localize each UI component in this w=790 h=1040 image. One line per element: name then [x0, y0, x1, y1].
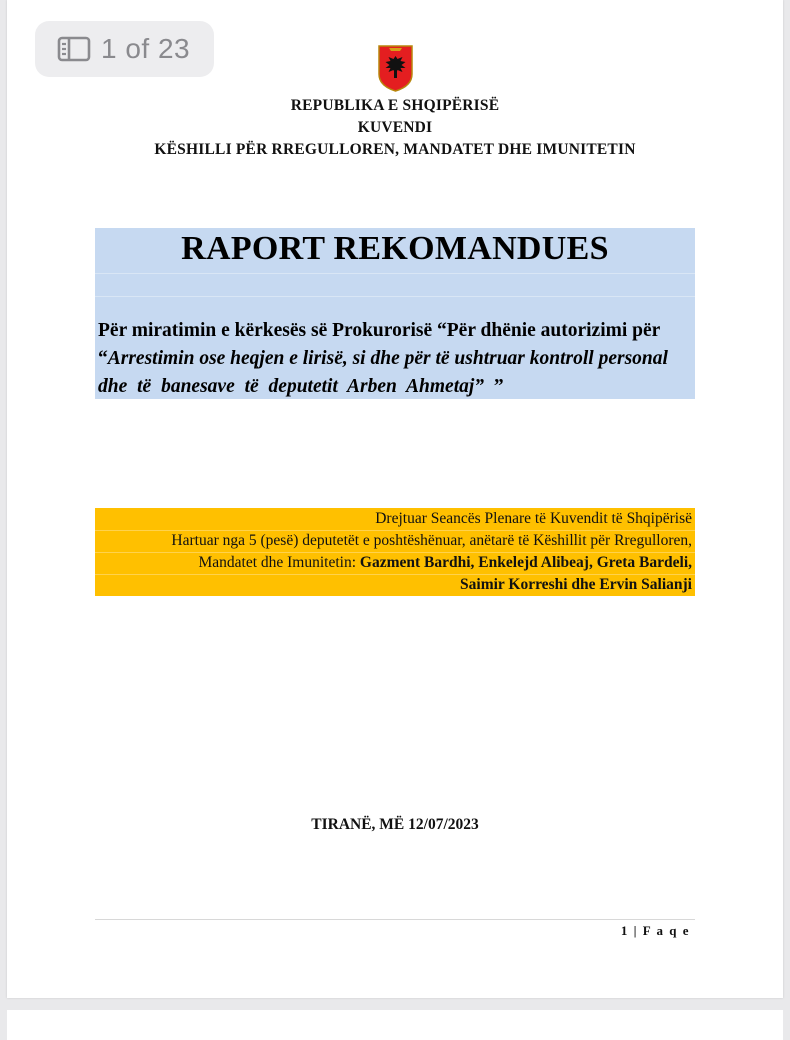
- sidebar-icon[interactable]: [57, 35, 91, 63]
- request-italic-2: dhe të banesave të deputetit Arben Ahmetaj”: [98, 376, 485, 397]
- author-names-1: Gazment Bardhi, Enkelejd Alibeaj, Greta Bardeli,: [359, 554, 692, 571]
- request-line-3: [98, 373, 693, 401]
- next-document-page: [7, 1010, 783, 1040]
- band-divider: [95, 273, 695, 274]
- page-counter-badge[interactable]: [35, 21, 214, 77]
- open-quote: “: [98, 348, 108, 369]
- report-title: RAPORT REKOMANDUES: [181, 230, 609, 267]
- footer-divider: [95, 919, 695, 920]
- council-name-tail: Mandatet dhe Imunitetin:: [198, 554, 360, 571]
- page-counter-text: 1 of 23: [101, 33, 191, 64]
- place-date: TIRANË, MË 12/07/2023: [311, 816, 479, 833]
- page-number-footer: 1 | F a q e: [620, 923, 690, 938]
- close-quote: ”: [484, 376, 504, 397]
- request-italic-1: Arrestimin ose heqjen e lirisë, si dhe për të ushtruar kontroll personal: [107, 348, 668, 369]
- header-parliament: KUVENDI: [357, 119, 433, 136]
- request-line-1: Për miratimin e kërkesës së Prokurorisë “Për dhënie autorizimi për: [98, 320, 661, 341]
- drafted-by: Hartuar nga 5 (pesë) deputetët e poshtëshënuar, anëtarë të Këshillit për Rregulloren,: [171, 532, 692, 549]
- header-council: KËSHILLI PËR RREGULLOREN, MANDATET DHE IMUNITETIN: [154, 141, 636, 158]
- authors-line-1: [95, 552, 692, 574]
- report-request-text: [98, 317, 693, 401]
- header-republic: REPUBLIKA E SHQIPËRISË: [290, 97, 500, 114]
- report-title-band: [95, 228, 695, 399]
- addressed-to: Drejtuar Seancës Plenare të Kuvendit të Shqipërisë: [375, 510, 692, 527]
- request-line-2: [98, 345, 693, 373]
- authors-line-2: Saimir Korreshi dhe Ervin Salianji: [460, 576, 692, 593]
- albanian-coat-of-arms-icon: [377, 44, 414, 92]
- authors-band: [95, 508, 695, 596]
- band-divider: [95, 296, 695, 297]
